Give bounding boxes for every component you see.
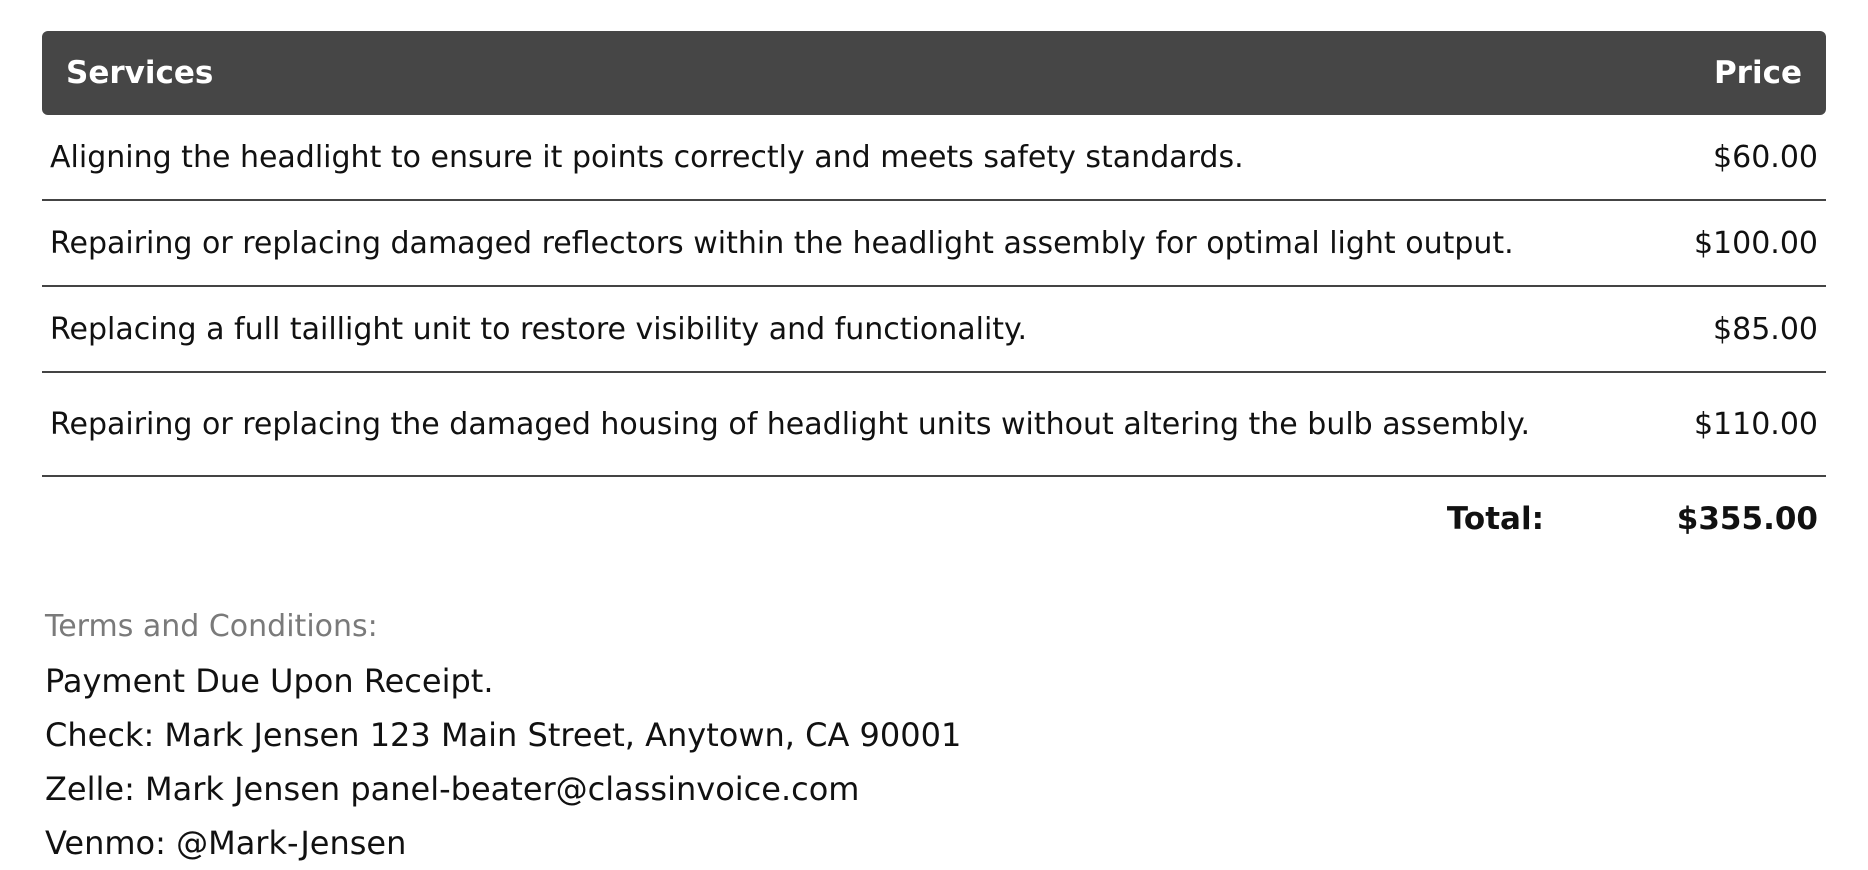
total-value: $355.00 [1676, 500, 1818, 537]
terms-section [45, 600, 1245, 870]
payment-due-note: Payment Due Upon Receipt. [45, 662, 494, 700]
service-description: Repairing or replacing damaged reflectors within the headlight assembly for optimal light output. [42, 200, 1638, 286]
service-price: $100.00 [1638, 200, 1826, 286]
service-price: $85.00 [1638, 286, 1826, 372]
service-description: Replacing a full taillight unit to restore visibility and functionality. [42, 286, 1638, 372]
check-payment-info: Check: Mark Jensen 123 Main Street, Anytown, CA 90001 [45, 716, 962, 754]
services-table [42, 31, 1826, 561]
total-label: Total: [1446, 500, 1544, 537]
table-header-row [42, 31, 1826, 115]
table-body [42, 115, 1826, 561]
zelle-payment-info: Zelle: Mark Jensen panel-beater@classinvoice.com [45, 770, 860, 808]
table-row [42, 115, 1826, 200]
table-header [42, 31, 1826, 115]
service-price: $60.00 [1638, 115, 1826, 200]
total-row [42, 476, 1826, 561]
terms-title: Terms and Conditions: [45, 609, 378, 644]
table-row [42, 372, 1826, 476]
service-description: Repairing or replacing the damaged housing of headlight units without altering the bulb assembly. [42, 372, 1638, 476]
table-row [42, 200, 1826, 286]
table-row [42, 286, 1826, 372]
price-column-header: Price [1638, 31, 1826, 115]
service-price: $110.00 [1638, 372, 1826, 476]
service-description: Aligning the headlight to ensure it points correctly and meets safety standards. [42, 115, 1638, 200]
venmo-payment-info: Venmo: @Mark-Jensen [45, 824, 407, 862]
services-column-header: Services [42, 31, 1638, 115]
